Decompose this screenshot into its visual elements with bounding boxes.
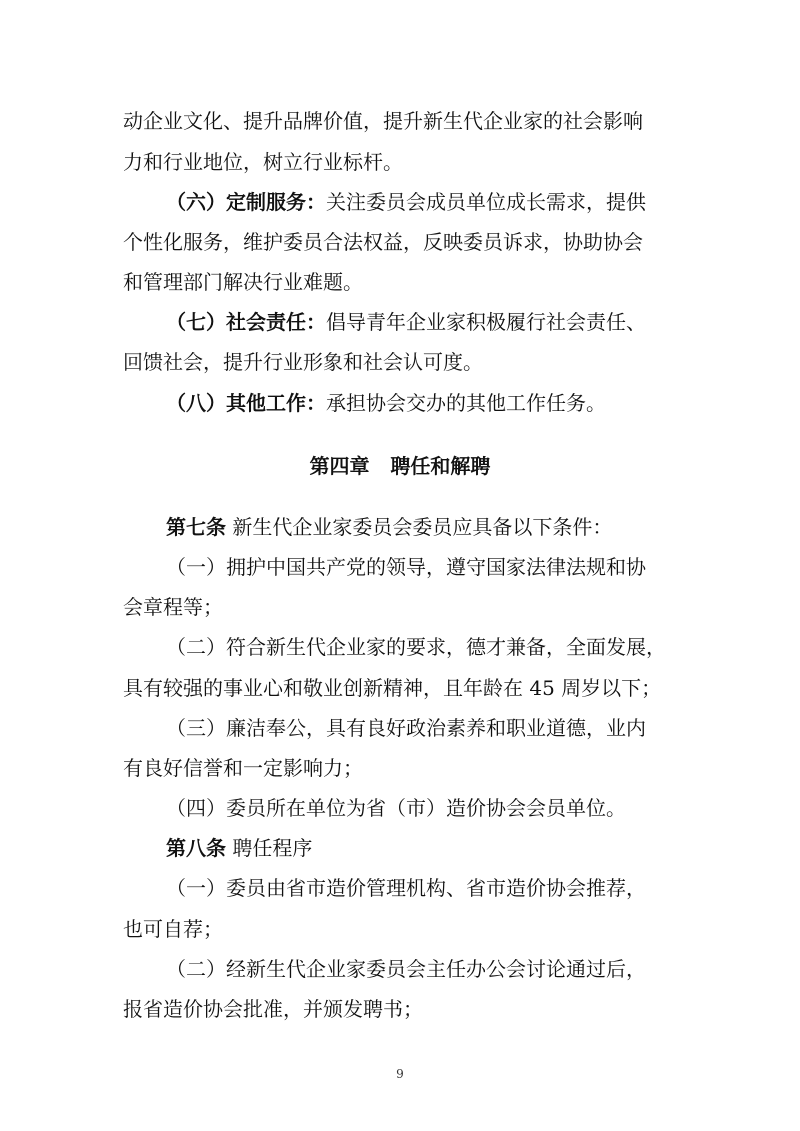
paragraph-line: （六）定制服务：关注委员会成员单位成长需求，提供: [166, 190, 646, 214]
article-number: 第七条: [166, 515, 226, 539]
paragraph-line: （三）廉洁奉公，具有良好政治素养和职业道德，业内: [166, 716, 646, 740]
paragraph-line: （七）社会责任：倡导青年企业家积极履行社会责任、: [166, 310, 646, 334]
item-heading: （六）定制服务：: [166, 190, 326, 214]
paragraph-line: 报省造价协会批准，并颁发聘书；: [123, 997, 423, 1021]
paragraph-line: （八）其他工作：承担协会交办的其他工作任务。: [166, 391, 606, 415]
paragraph-line: （二）符合新生代企业家的要求，德才兼备，全面发展，: [166, 635, 666, 659]
article-number: 第八条: [166, 836, 226, 860]
article-line: 第八条 聘任程序: [166, 836, 313, 860]
article-line: 第七条 新生代企业家委员会委员应具备以下条件：: [166, 515, 613, 539]
paragraph-line: 会章程等；: [123, 595, 223, 619]
paragraph-line: 也可自荐；: [123, 917, 223, 941]
paragraph-line: 具有较强的事业心和敬业创新精神，且年龄在 45 周岁以下；: [123, 676, 662, 700]
paragraph-line: （一）委员由省市造价管理机构、省市造价协会推荐，: [166, 876, 646, 900]
paragraph-line: 和管理部门解决行业难题。: [123, 270, 363, 294]
page-number: 9: [396, 1067, 404, 1081]
paragraph-line: 动企业文化、提升品牌价值，提升新生代企业家的社会影响: [123, 109, 643, 133]
paragraph-line: 有良好信誉和一定影响力；: [123, 756, 363, 780]
item-heading: （七）社会责任：: [166, 310, 326, 334]
chapter-title: 第四章 聘任和解聘: [309, 454, 491, 478]
paragraph-line: 回馈社会，提升行业形象和社会认可度。: [123, 350, 483, 374]
paragraph-line: （四）委员所在单位为省（市）造价协会会员单位。: [166, 796, 626, 820]
paragraph-line: 力和行业地位，树立行业标杆。: [123, 150, 403, 174]
paragraph-line: （二）经新生代企业家委员会主任办公会讨论通过后，: [166, 957, 646, 981]
item-heading: （八）其他工作：: [166, 391, 326, 415]
paragraph-line: 个性化服务，维护委员合法权益，反映委员诉求，协助协会: [123, 230, 643, 254]
paragraph-line: （一）拥护中国共产党的领导，遵守国家法律法规和协: [166, 555, 646, 579]
